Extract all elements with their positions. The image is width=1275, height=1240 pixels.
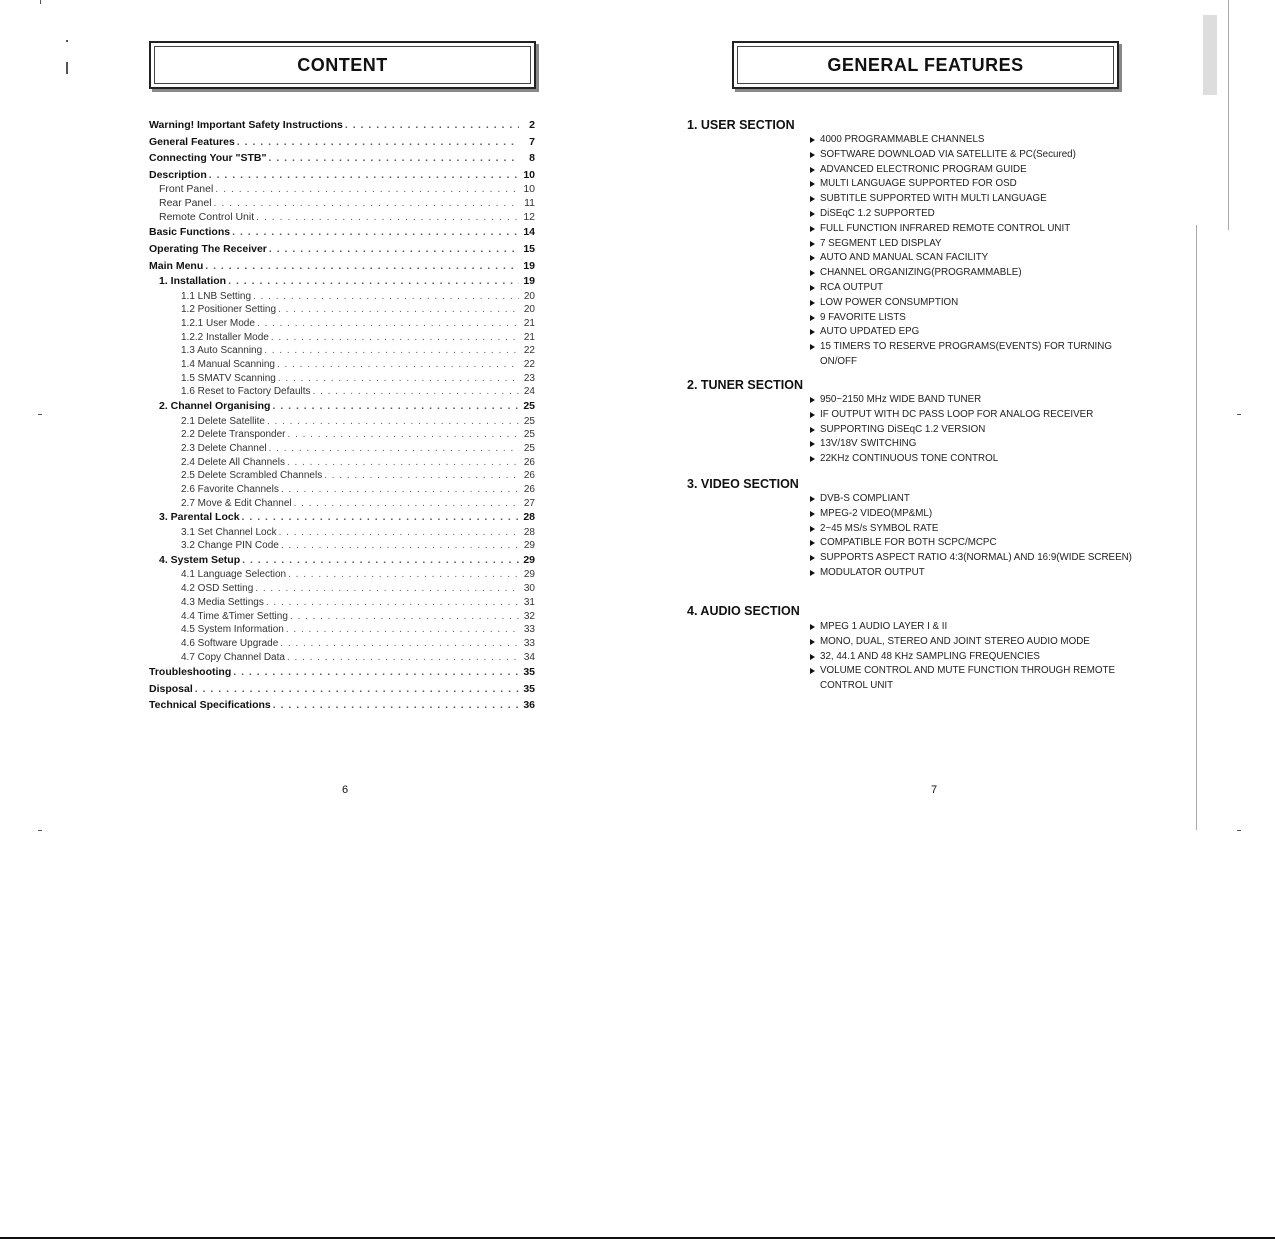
toc-entry-title: 4.5 System Information xyxy=(181,624,284,636)
toc-leader-dots xyxy=(324,469,519,483)
toc-entry-page: 10 xyxy=(523,183,535,196)
toc-entry-title: 4. System Setup xyxy=(159,554,241,567)
binding-edge-line xyxy=(1228,0,1229,230)
section-title-user: 1. USER SECTION xyxy=(687,118,795,132)
feature-item: SUPPORTS ASPECT RATIO 4:3(NORMAL) AND 16:9(WIDE SCREEN) xyxy=(809,551,1149,566)
feature-item: SUPPORTING DiSEqC 1.2 VERSION xyxy=(809,423,1149,438)
feature-item: MPEG 1 AUDIO LAYER I & II xyxy=(809,620,1149,635)
toc-entry-page: 22 xyxy=(523,359,535,371)
toc-entry-page: 30 xyxy=(523,583,535,595)
toc-leader-dots xyxy=(269,442,519,456)
toc-entry xyxy=(149,331,535,345)
toc-leader-dots xyxy=(257,317,519,331)
feature-item: FULL FUNCTION INFRARED REMOTE CONTROL UNIT xyxy=(809,222,1149,237)
toc-entry xyxy=(149,539,535,553)
toc-entry xyxy=(149,303,535,317)
toc-entry xyxy=(149,344,535,358)
feature-list-tuner xyxy=(809,393,1149,467)
toc-entry-page: 29 xyxy=(523,569,535,581)
toc-entry xyxy=(149,469,535,483)
toc-leader-dots xyxy=(273,697,519,714)
toc-entry-title: Description xyxy=(149,168,207,181)
toc-entry-page: 25 xyxy=(523,400,535,413)
toc-leader-dots xyxy=(281,539,519,553)
toc-entry xyxy=(149,596,535,610)
feature-item: MODULATOR OUTPUT xyxy=(809,566,1149,581)
toc-leader-dots xyxy=(195,681,519,698)
page-number-left: 6 xyxy=(342,784,349,796)
toc-entry-page: 22 xyxy=(523,345,535,357)
feature-item: 13V/18V SWITCHING xyxy=(809,437,1149,452)
toc-entry xyxy=(149,358,535,372)
toc-entry xyxy=(149,623,535,637)
toc-entry-page: 26 xyxy=(523,470,535,482)
toc-entry-title: 4.2 OSD Setting xyxy=(181,583,254,595)
feature-item: MPEG-2 VIDEO(MP&ML) xyxy=(809,507,1149,522)
toc-leader-dots xyxy=(288,428,519,442)
toc-leader-dots xyxy=(232,224,519,241)
toc-entry-page: 32 xyxy=(523,610,535,622)
toc-leader-dots xyxy=(214,197,519,211)
toc-leader-dots xyxy=(290,610,519,624)
scan-mark xyxy=(66,62,68,74)
toc-leader-dots xyxy=(228,274,519,289)
toc-entry-title: Troubleshooting xyxy=(149,666,232,679)
feature-item: AUTO UPDATED EPG xyxy=(809,325,1149,340)
feature-item: DiSEqC 1.2 SUPPORTED xyxy=(809,207,1149,222)
general-features-title-box xyxy=(732,41,1119,89)
toc-entry-page: 27 xyxy=(523,497,535,509)
toc-leader-dots xyxy=(277,358,519,372)
toc-entry-title: Technical Specifications xyxy=(149,699,271,712)
table-of-contents xyxy=(149,117,535,714)
toc-entry-page: 29 xyxy=(523,554,535,567)
feature-item: 9 FAVORITE LISTS xyxy=(809,311,1149,326)
toc-leader-dots xyxy=(287,456,519,470)
toc-leader-dots xyxy=(279,526,519,540)
toc-entry-title: 2.4 Delete All Channels xyxy=(181,456,285,468)
toc-entry-title: Basic Functions xyxy=(149,226,231,239)
toc-leader-dots xyxy=(313,385,519,399)
toc-entry-page: 29 xyxy=(523,540,535,552)
toc-leader-dots xyxy=(287,651,519,665)
toc-entry xyxy=(149,483,535,497)
toc-leader-dots xyxy=(242,553,519,568)
toc-entry-title: 1. Installation xyxy=(159,275,227,288)
section-title-tuner: 2. TUNER SECTION xyxy=(687,378,803,392)
toc-entry-page: 20 xyxy=(523,304,535,316)
toc-entry-page: 20 xyxy=(523,290,535,302)
toc-entry-title: 1.1 LNB Setting xyxy=(181,290,252,302)
toc-entry xyxy=(149,290,535,304)
toc-entry-title: 2. Channel Organising xyxy=(159,400,271,413)
toc-leader-dots xyxy=(288,568,519,582)
toc-entry-page: 19 xyxy=(523,275,535,288)
toc-entry-title: 3.2 Change PIN Code xyxy=(181,540,279,552)
feature-list-video xyxy=(809,492,1149,581)
toc-entry xyxy=(149,681,535,698)
toc-entry xyxy=(149,211,535,225)
toc-leader-dots xyxy=(209,167,519,184)
toc-entry-title: Operating The Receiver xyxy=(149,243,267,256)
toc-entry-title: 1.2 Positioner Setting xyxy=(181,304,277,316)
feature-item: MONO, DUAL, STEREO AND JOINT STEREO AUDIO MODE xyxy=(809,635,1149,650)
toc-entry-title: 3. Parental Lock xyxy=(159,511,240,524)
toc-entry-title: 4.3 Media Settings xyxy=(181,596,264,608)
toc-leader-dots xyxy=(280,637,519,651)
section-title-audio: 4. AUDIO SECTION xyxy=(687,604,800,618)
feature-item: SOFTWARE DOWNLOAD VIA SATELLITE & PC(Secured) xyxy=(809,148,1149,163)
toc-entry-page: 2 xyxy=(529,119,535,131)
feature-item: 22KHz CONTINUOUS TONE CONTROL xyxy=(809,452,1149,467)
toc-entry xyxy=(149,117,535,134)
feature-item: SUBTITLE SUPPORTED WITH MULTI LANGUAGE xyxy=(809,192,1149,207)
feature-item: COMPATIBLE FOR BOTH SCPC/MCPC xyxy=(809,536,1149,551)
toc-leader-dots xyxy=(269,241,519,258)
feature-item: MULTI LANGUAGE SUPPORTED FOR OSD xyxy=(809,177,1149,192)
feature-item: 15 TIMERS TO RESERVE PROGRAMS(EVENTS) FOR TURNING ON/OFF xyxy=(809,340,1149,370)
toc-entry-title: 2.3 Delete Channel xyxy=(181,442,267,454)
toc-entry-title: 4.6 Software Upgrade xyxy=(181,637,279,649)
toc-leader-dots xyxy=(278,303,519,317)
toc-leader-dots xyxy=(266,596,519,610)
toc-entry xyxy=(149,651,535,665)
toc-entry-title: 1.2.2 Installer Mode xyxy=(181,331,269,343)
toc-entry xyxy=(149,399,535,414)
toc-leader-dots xyxy=(271,331,519,345)
scan-mark xyxy=(66,40,68,42)
toc-entry xyxy=(149,553,535,568)
feature-item: 2~45 MS/s SYMBOL RATE xyxy=(809,522,1149,537)
toc-entry xyxy=(149,442,535,456)
toc-entry-page: 28 xyxy=(523,511,535,524)
toc-leader-dots xyxy=(255,582,519,596)
feature-item: 950~2150 MHz WIDE BAND TUNER xyxy=(809,393,1149,408)
toc-entry-page: 26 xyxy=(523,483,535,495)
toc-entry xyxy=(149,224,535,241)
feature-item: 4000 PROGRAMMABLE CHANNELS xyxy=(809,133,1149,148)
toc-entry xyxy=(149,497,535,511)
toc-entry xyxy=(149,456,535,470)
toc-leader-dots xyxy=(267,415,519,429)
general-features-title: GENERAL FEATURES xyxy=(827,54,1024,75)
toc-entry-title: Remote Control Unit xyxy=(159,210,255,223)
toc-leader-dots xyxy=(205,258,519,275)
toc-leader-dots xyxy=(268,150,519,167)
feature-list-user xyxy=(809,133,1149,370)
toc-entry-page: 35 xyxy=(523,666,535,679)
toc-entry xyxy=(149,167,535,184)
toc-entry-title: 4.4 Time &Timer Setting xyxy=(181,610,288,622)
toc-leader-dots xyxy=(242,510,519,525)
scan-mark xyxy=(1237,414,1241,415)
toc-leader-dots xyxy=(286,623,519,637)
toc-entry-title: Front Panel xyxy=(159,183,214,196)
toc-entry-title: 4.7 Copy Channel Data xyxy=(181,651,285,663)
feature-item: DVB-S COMPLIANT xyxy=(809,492,1149,507)
toc-entry xyxy=(149,664,535,681)
toc-entry-page: 33 xyxy=(523,624,535,636)
toc-entry xyxy=(149,150,535,167)
feature-item: RCA OUTPUT xyxy=(809,281,1149,296)
toc-entry-title: 1.5 SMATV Scanning xyxy=(181,372,276,384)
toc-entry-page: 10 xyxy=(523,168,535,181)
feature-item: IF OUTPUT WITH DC PASS LOOP FOR ANALOG RECEIVER xyxy=(809,408,1149,423)
toc-entry-page: 25 xyxy=(523,415,535,427)
toc-entry-page: 14 xyxy=(523,226,535,239)
toc-entry xyxy=(149,637,535,651)
toc-leader-dots xyxy=(256,211,519,225)
toc-entry xyxy=(149,526,535,540)
toc-entry-title: 3.1 Set Channel Lock xyxy=(181,526,277,538)
toc-entry-page: 28 xyxy=(523,526,535,538)
feature-item: VOLUME CONTROL AND MUTE FUNCTION THROUGH REMOTE CONTROL UNIT xyxy=(809,664,1149,694)
toc-entry-page: 26 xyxy=(523,456,535,468)
toc-entry xyxy=(149,415,535,429)
toc-leader-dots xyxy=(345,117,519,134)
feature-item: CHANNEL ORGANIZING(PROGRAMMABLE) xyxy=(809,266,1149,281)
toc-entry xyxy=(149,317,535,331)
toc-entry-title: Rear Panel xyxy=(159,197,212,210)
toc-entry-page: 36 xyxy=(523,699,535,712)
toc-entry xyxy=(149,385,535,399)
toc-entry-title: 1.4 Manual Scanning xyxy=(181,359,275,371)
toc-entry-title: 2.6 Favorite Channels xyxy=(181,483,279,495)
toc-entry-title: 1.2.1 User Mode xyxy=(181,317,255,329)
scan-mark xyxy=(40,0,41,4)
toc-entry xyxy=(149,582,535,596)
toc-entry xyxy=(149,428,535,442)
toc-entry-title: Disposal xyxy=(149,682,193,695)
toc-entry-page: 31 xyxy=(523,596,535,608)
toc-entry-title: 1.3 Auto Scanning xyxy=(181,345,263,357)
toc-leader-dots xyxy=(294,497,519,511)
toc-entry-page: 25 xyxy=(523,442,535,454)
toc-leader-dots xyxy=(278,372,519,386)
feature-item: AUTO AND MANUAL SCAN FACILITY xyxy=(809,251,1149,266)
scan-mark xyxy=(1203,15,1217,95)
toc-entry-title: 2.2 Delete Transponder xyxy=(181,429,286,441)
binding-edge-line xyxy=(1196,225,1197,830)
toc-leader-dots xyxy=(253,290,519,304)
toc-entry xyxy=(149,258,535,275)
toc-entry-page: 11 xyxy=(524,197,535,210)
scan-mark xyxy=(38,414,42,415)
feature-item: LOW POWER CONSUMPTION xyxy=(809,296,1149,311)
toc-leader-dots xyxy=(215,183,519,197)
toc-entry xyxy=(149,697,535,714)
page-number-right: 7 xyxy=(931,784,938,796)
toc-entry-title: General Features xyxy=(149,135,235,148)
toc-entry-page: 25 xyxy=(523,429,535,441)
toc-entry xyxy=(149,372,535,386)
toc-entry-title: 2.7 Move & Edit Channel xyxy=(181,497,292,509)
toc-entry-page: 33 xyxy=(523,637,535,649)
toc-entry-page: 15 xyxy=(523,243,535,256)
toc-entry xyxy=(149,610,535,624)
toc-entry-page: 34 xyxy=(523,651,535,663)
feature-list-audio xyxy=(809,620,1149,694)
toc-entry xyxy=(149,197,535,211)
toc-entry xyxy=(149,274,535,289)
toc-leader-dots xyxy=(237,134,519,151)
toc-entry-page: 19 xyxy=(523,259,535,272)
toc-entry-title: Connecting Your "STB" xyxy=(149,152,267,165)
toc-entry-page: 21 xyxy=(523,317,535,329)
toc-entry-page: 7 xyxy=(529,135,535,148)
toc-entry-title: Main Menu xyxy=(149,259,204,272)
toc-entry-page: 35 xyxy=(523,682,535,695)
toc-leader-dots xyxy=(264,344,519,358)
toc-entry-page: 21 xyxy=(523,331,535,343)
toc-entry-page: 24 xyxy=(523,386,535,398)
toc-entry xyxy=(149,134,535,151)
toc-leader-dots xyxy=(272,399,519,414)
toc-leader-dots xyxy=(281,483,519,497)
toc-entry-title: Warning! Important Safety Instructions xyxy=(149,119,343,131)
feature-item: 7 SEGMENT LED DISPLAY xyxy=(809,237,1149,252)
toc-entry xyxy=(149,183,535,197)
feature-item: 32, 44.1 AND 48 KHz SAMPLING FREQUENCIES xyxy=(809,650,1149,665)
toc-leader-dots xyxy=(233,664,519,681)
toc-entry-title: 2.5 Delete Scrambled Channels xyxy=(181,470,323,482)
toc-entry-title: 4.1 Language Selection xyxy=(181,569,287,581)
toc-entry-title: 1.6 Reset to Factory Defaults xyxy=(181,386,311,398)
bottom-edge-line xyxy=(0,1237,1275,1239)
toc-entry xyxy=(149,568,535,582)
toc-entry-page: 8 xyxy=(529,152,535,165)
feature-item: ADVANCED ELECTRONIC PROGRAM GUIDE xyxy=(809,163,1149,178)
content-title-box xyxy=(149,41,536,89)
toc-entry-page: 23 xyxy=(523,372,535,384)
toc-entry xyxy=(149,241,535,258)
toc-entry-title: 2.1 Delete Satellite xyxy=(181,415,265,427)
scan-mark xyxy=(38,830,42,831)
toc-entry-page: 12 xyxy=(523,210,535,223)
section-title-video: 3. VIDEO SECTION xyxy=(687,477,799,491)
scan-mark xyxy=(1237,830,1241,831)
toc-entry xyxy=(149,510,535,525)
content-title: CONTENT xyxy=(297,54,388,75)
